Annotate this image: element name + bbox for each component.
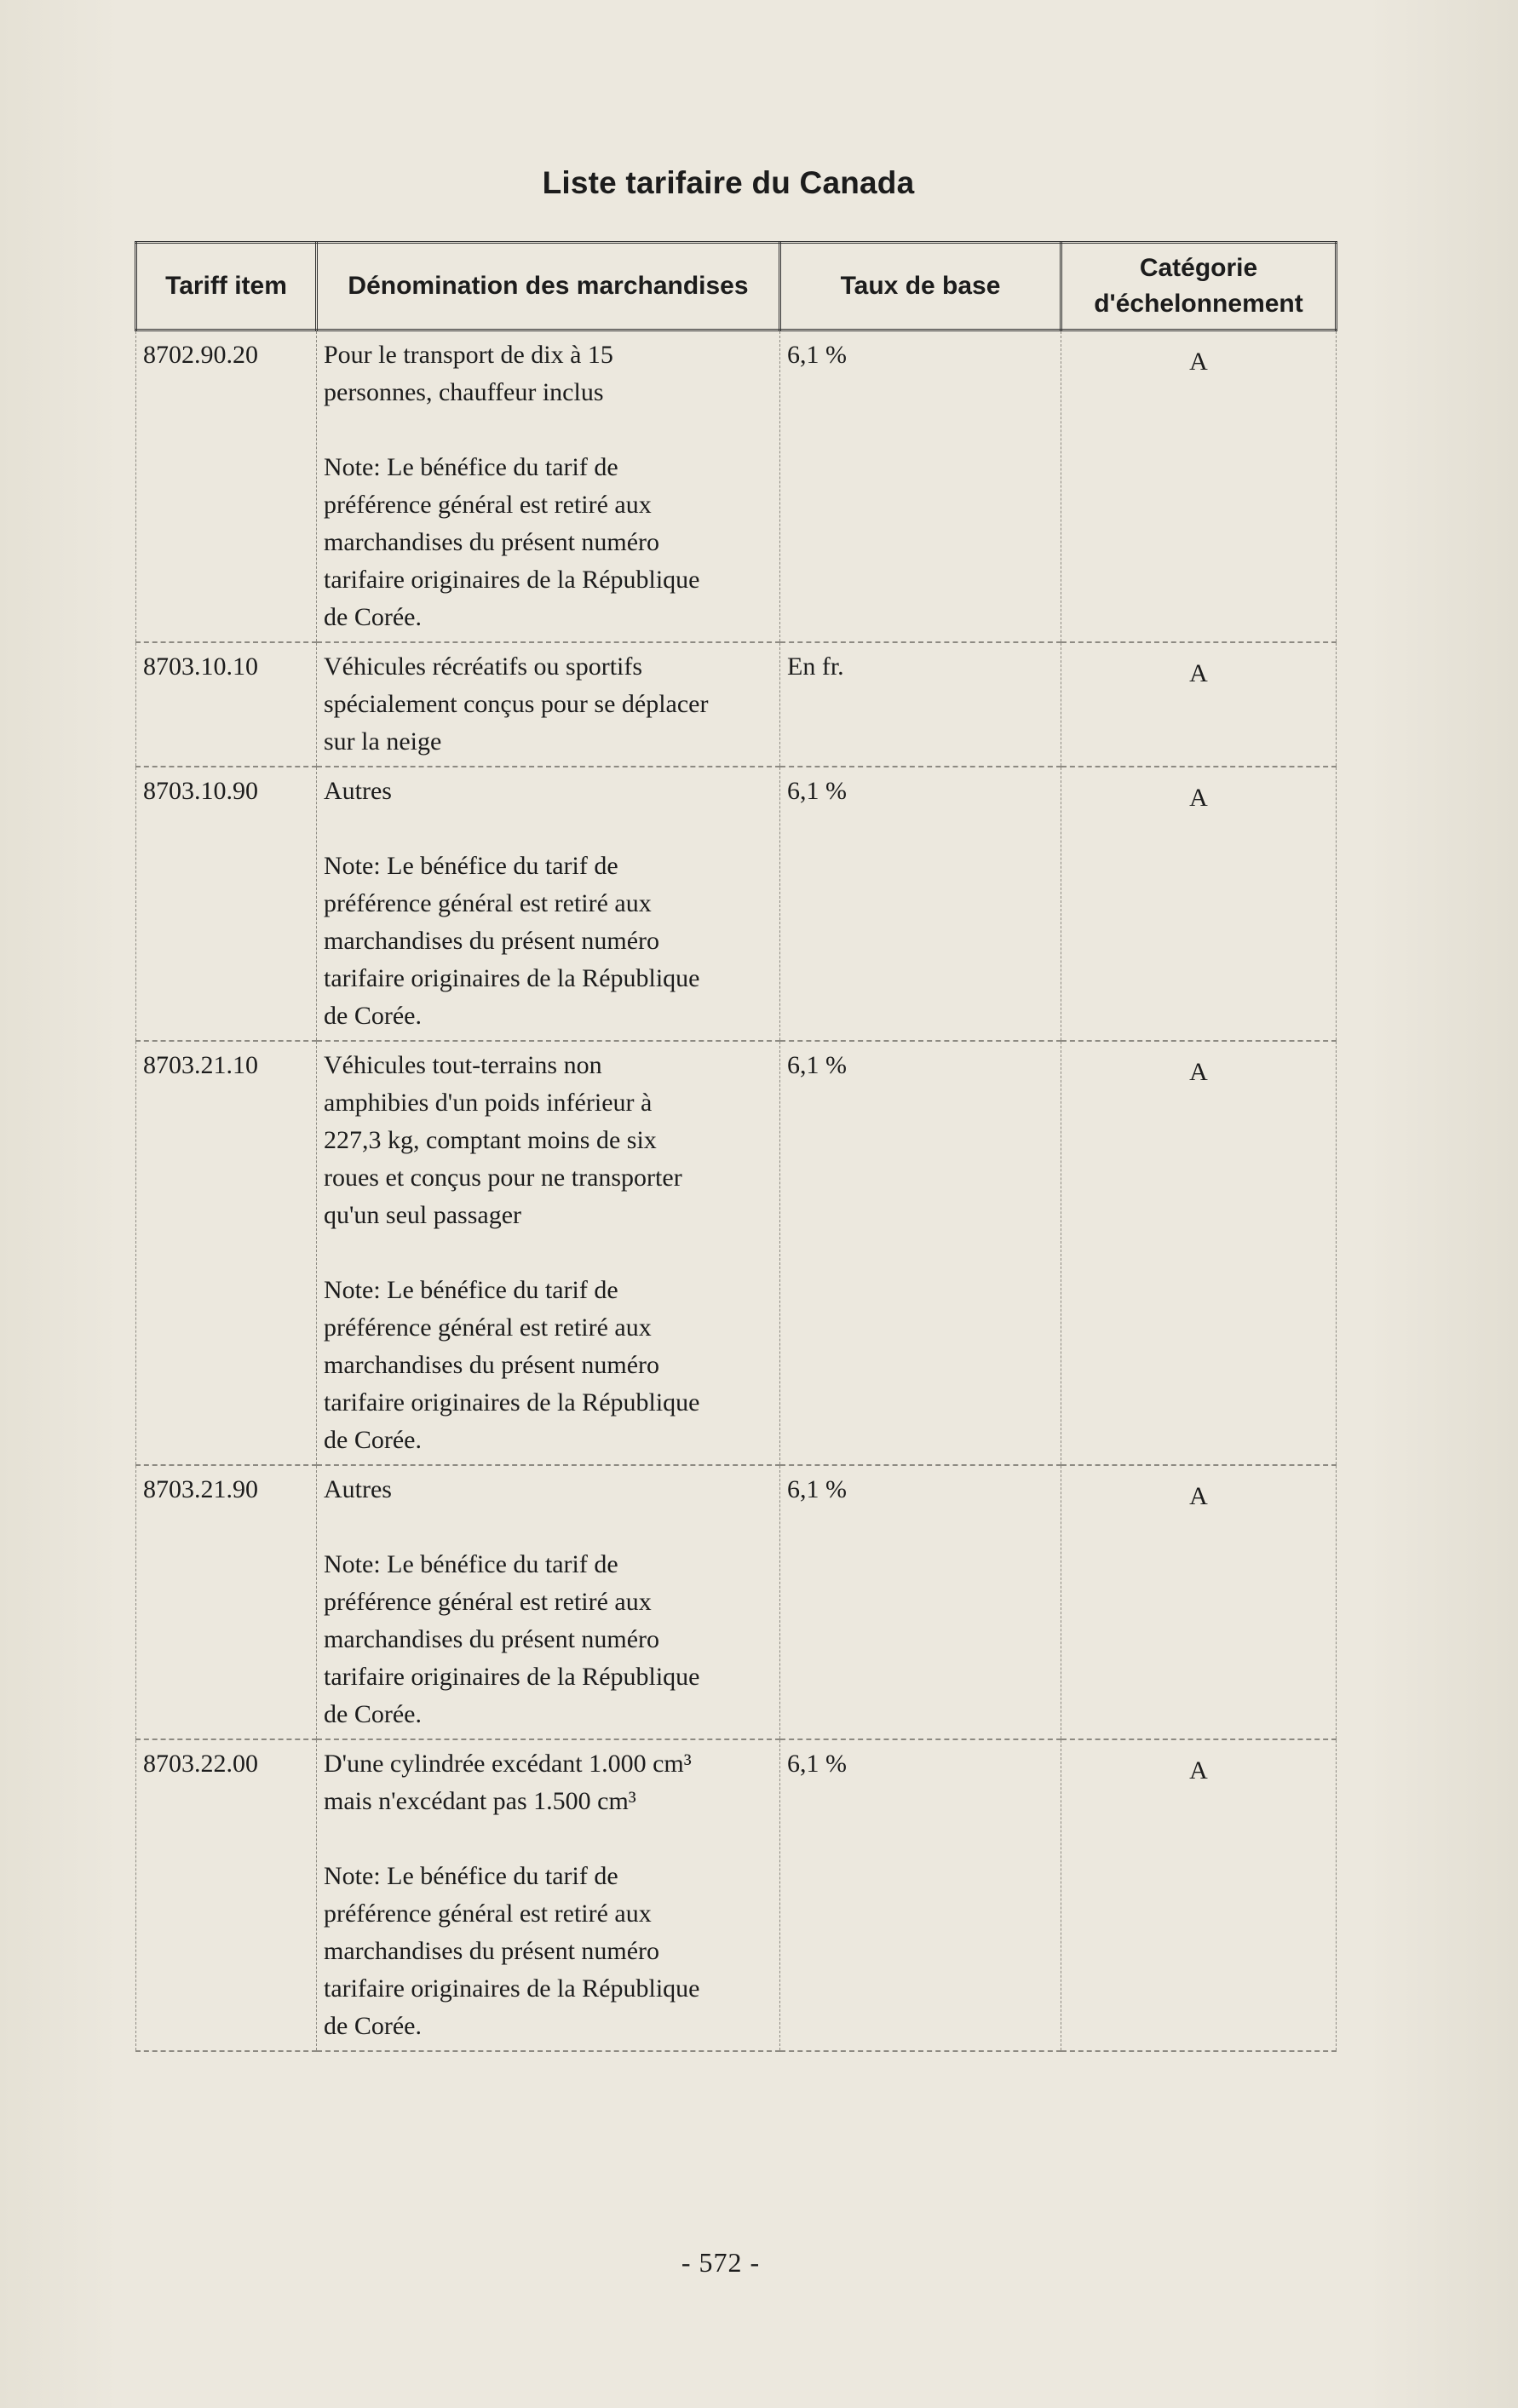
tariff-item-code: 8703.10.10 [136,642,317,767]
description-text: Autres [324,1475,392,1503]
description-note: Note: Le bénéfice du tarif de préférence général est retiré aux marchandises du présent numéro tarifaire originaires de la République de Corée. [324,1550,700,1728]
header-base-rate: Taux de base [780,243,1061,330]
staging-category: A [1061,1739,1337,2051]
table-row [136,642,1337,767]
description-text: Autres [324,777,392,805]
table-row [136,1739,1337,2051]
header-description: Dénomination des marchandises [317,243,780,330]
description-cell [317,642,780,767]
page-number: - 572 - [681,2247,761,2278]
table-row [136,330,1337,643]
description-cell [317,1465,780,1739]
description-note: Note: Le bénéfice du tarif de préférence général est retiré aux marchandises du présent numéro tarifaire originaires de la République de Corée. [324,852,700,1030]
description-note: Note: Le bénéfice du tarif de préférence général est retiré aux marchandises du présent numéro tarifaire originaires de la République de Corée. [324,453,700,631]
base-rate: En fr. [780,642,1061,767]
page-title: Liste tarifaire du Canada [542,165,915,200]
tariff-item-code: 8703.21.10 [136,1041,317,1465]
header-staging-category: Catégorie d'échelonnement [1061,243,1337,330]
tariff-item-code: 8703.21.90 [136,1465,317,1739]
description-text: Véhicules récréatifs ou sportifs spécialement conçus pour se déplacer sur la neige [324,652,709,756]
description-text: D'une cylindrée excédant 1.000 cm³ mais n'excédant pas 1.500 cm³ [324,1750,692,1815]
tariff-item-code: 8702.90.20 [136,330,317,643]
base-rate: 6,1 % [780,1465,1061,1739]
table-row [136,1041,1337,1465]
tariff-schedule-table [135,241,1337,2052]
description-cell [317,767,780,1041]
table-row [136,767,1337,1041]
description-note: Note: Le bénéfice du tarif de préférence général est retiré aux marchandises du présent numéro tarifaire originaires de la République de Corée. [324,1276,700,1454]
tariff-item-code: 8703.22.00 [136,1739,317,2051]
staging-category: A [1061,642,1337,767]
staging-category: A [1061,767,1337,1041]
staging-category: A [1061,330,1337,643]
base-rate: 6,1 % [780,1739,1061,2051]
description-text: Véhicules tout-terrains non amphibies d'un poids inférieur à 227,3 kg, comptant moins de six roues et conçus pour ne transporter qu'un seul passager [324,1051,682,1229]
staging-category: A [1061,1041,1337,1465]
description-cell [317,1041,780,1465]
description-text: Pour le transport de dix à 15 personnes, chauffeur inclus [324,341,613,406]
base-rate: 6,1 % [780,767,1061,1041]
table-header-row [136,243,1337,330]
description-note: Note: Le bénéfice du tarif de préférence général est retiré aux marchandises du présent numéro tarifaire originaires de la République de Corée. [324,1862,700,2040]
description-cell [317,330,780,643]
header-tariff-item: Tariff item [136,243,317,330]
staging-category: A [1061,1465,1337,1739]
tariff-item-code: 8703.10.90 [136,767,317,1041]
table-row [136,1465,1337,1739]
base-rate: 6,1 % [780,1041,1061,1465]
base-rate: 6,1 % [780,330,1061,643]
description-cell [317,1739,780,2051]
